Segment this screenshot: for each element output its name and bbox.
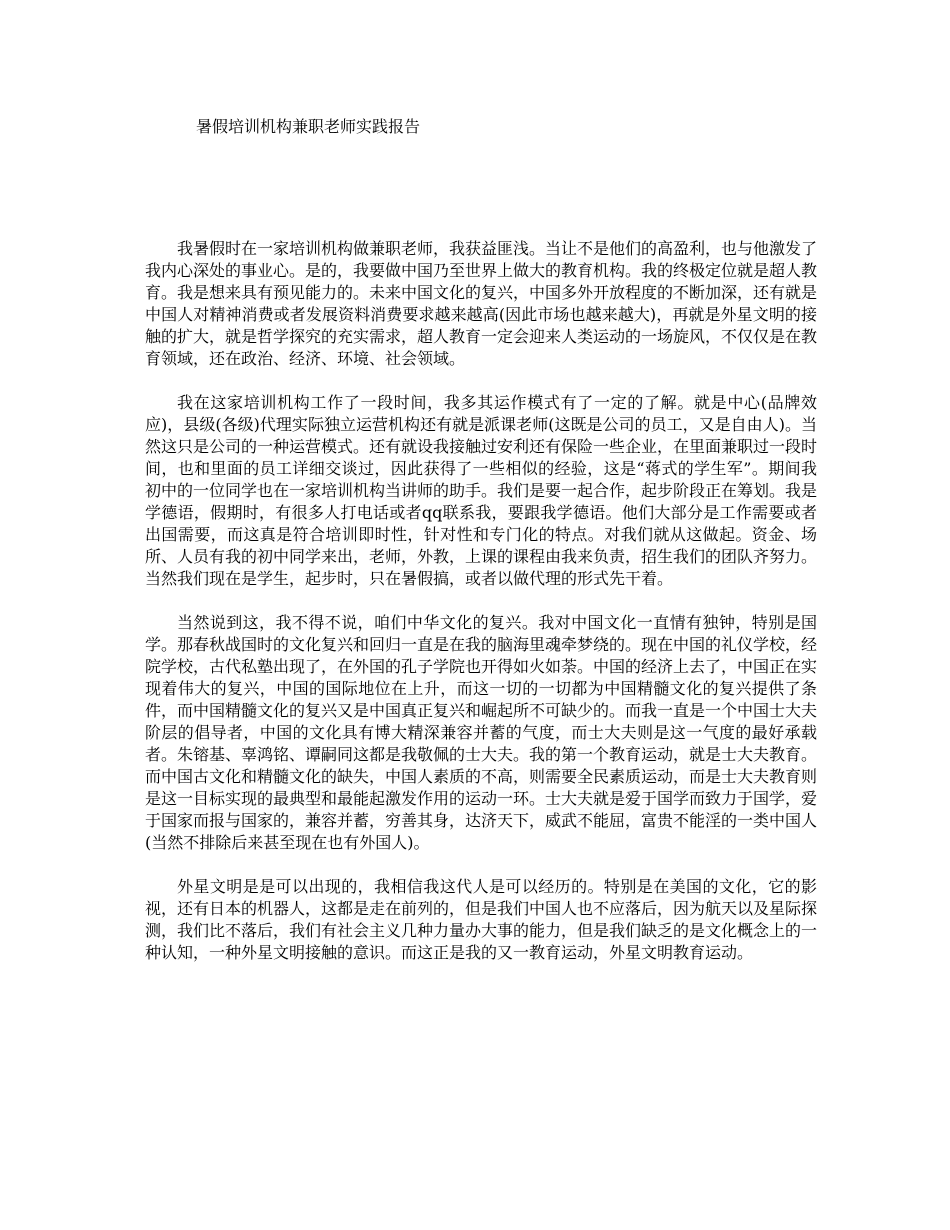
document-title: 暑假培训机构兼职老师实践报告 [196,117,421,136]
paragraph-2: 我在这家培训机构工作了一段时间，我多其运作模式有了一定的了解。就是中心(品牌效应)，县级(各级)代理实际独立运营机构还有就是派课老师(这既是公司的员工，又是自由人)。当然这只是公司的一种运营模式。还有就设我接触过安利还有保险一些企业，在里面兼职过一段时间，也和里面的员工详细交谈过，因此获得了一些相似的经验，这是“蒋式的学生军”。期间我初中的一位同学也在一家培训机构当讲师的助手。我们是要一起合作，起步阶段正在筹划。我是学德语，假期时，有很多人打电话或者qq联系我，要跟我学德语。他们大部分是工作需要或者出国需要，而这真是符合培训即时性，针对性和专门化的特点。对我们就从这做起。资金、场所、人员有我的初中同学来出，老师，外教，上课的课程由我来负责，招生我们的团队齐努力。当然我们现在是学生，起步时，只在暑假搞，或者以做代理的形式先干着。 [145,393,818,588]
paragraph-3: 当然说到这，我不得不说，咱们中华文化的复兴。我对中国文化一直情有独钟，特别是国学。那春秋战国时的文化复兴和回归一直是在我的脑海里魂牵梦绕的。现在中国的礼仪学校，经院学校，古代私塾出现了，在外国的孔子学院也开得如火如荼。中国的经济上去了，中国正在实现着伟大的复兴，中国的国际地位在上升，而这一切的一切都为中国精髓文化的复兴提供了条件，而中国精髓文化的复兴又是中国真正复兴和崛起所不可缺少的。而我一直是一个中国士大夫阶层的倡导者，中国的文化具有博大精深兼容并蓄的气度，而士大夫则是这一气度的最好承载者。朱镕基、辜鸿铭、谭嗣同这都是我敬佩的士大夫。我的第一个教育运动，就是士大夫教育。而中国古文化和精髓文化的缺失，中国人素质的不高，则需要全民素质运动，而是士大夫教育则是这一目标实现的最典型和最能起激发作用的运动一环。士大夫就是爱于国学而致力于国学，爱于国家而报与国家的，兼容并蓄，穷善其身，达济天下，威武不能屈，富贵不能淫的一类中国人(当然不排除后来甚至现在也有外国人)。 [145,613,818,852]
document-body [145,238,817,986]
paragraph-4: 外星文明是是可以出现的，我相信我这代人是可以经历的。特别是在美国的文化，它的影视，还有日本的机器人，这都是走在前列的，但是我们中国人也不应落后，因为航天以及星际探测，我们比不落后，我们有社会主义几种力量办大事的能力，但是我们缺乏的是文化概念上的一种认知，一种外星文明接触的意识。而这正是我的又一教育运动，外星文明教育运动。 [145,877,818,962]
paragraph-1: 我暑假时在一家培训机构做兼职老师，我获益匪浅。当让不是他们的高盈利，也与他激发了我内心深处的事业心。是的，我要做中国乃至世界上做大的教育机构。我的终极定位就是超人教育。我是想来具有预见能力的。未来中国文化的复兴，中国多外开放程度的不断加深，还有就是中国人对精神消费或者发展资料消费要求越来越高(因此市场也越来越大)，再就是外星文明的接触的扩大，就是哲学探究的充实需求，超人教育一定会迎来人类运动的一场旋风，不仅仅是在教育领域，还在政治、经济、环境、社会领域。 [145,239,818,368]
